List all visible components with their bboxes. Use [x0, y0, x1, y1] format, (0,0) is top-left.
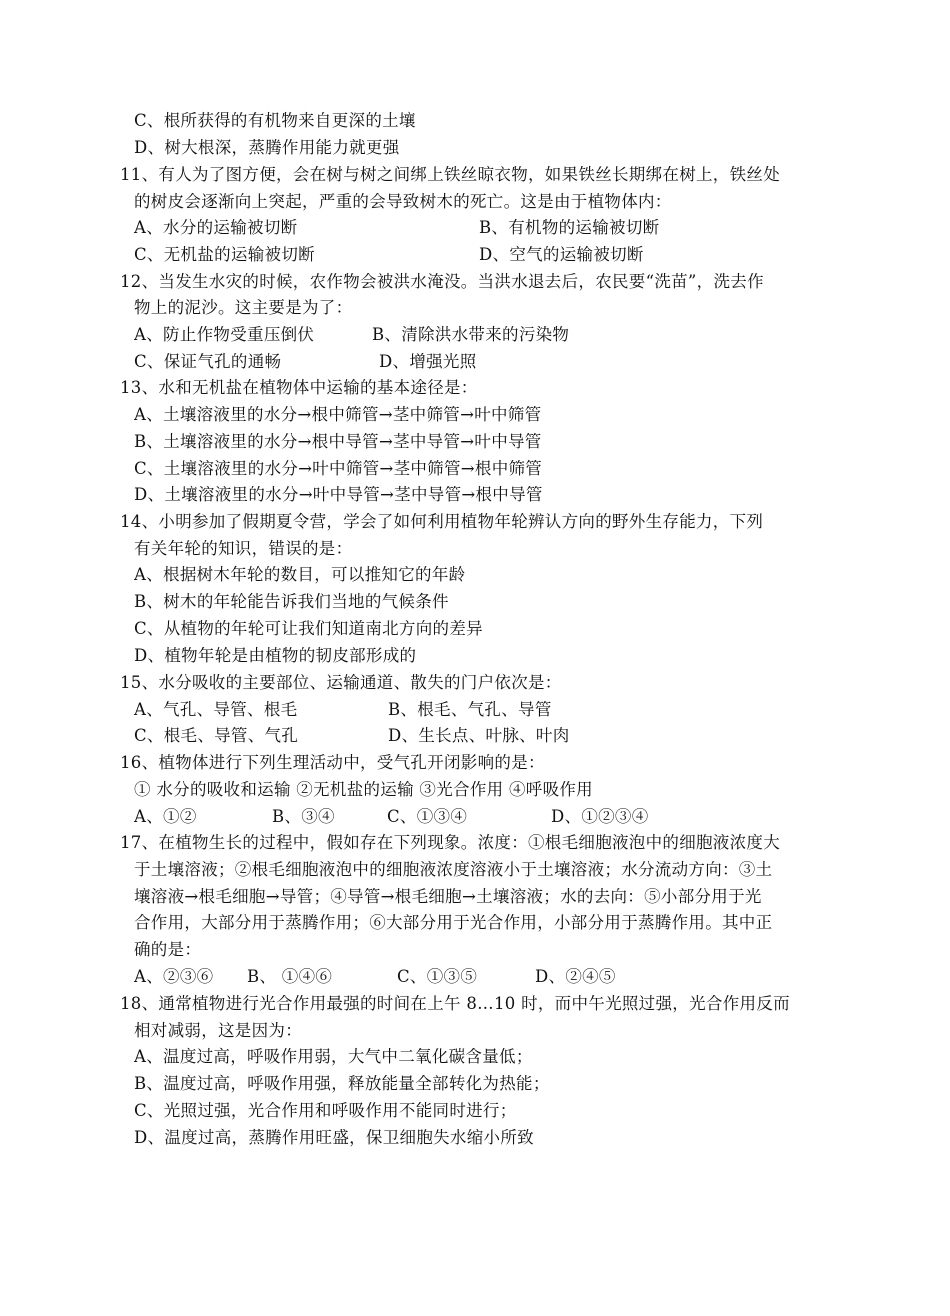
q13-option-a: A、土壤溶液里的水分→根中筛管→茎中筛管→叶中筛管	[134, 405, 542, 424]
q17-stem-line-2: 于土壤溶液；②根毛细胞液泡中的细胞液浓度溶液小于土壤溶液；水分流动方向：③土	[134, 860, 773, 879]
q14-stem-line-2: 有关年轮的知识，错误的是：	[134, 539, 353, 558]
q17-stem-line-1: 17、在植物生长的过程中，假如存在下列现象。浓度：①根毛细胞液泡中的细胞液浓度大	[120, 833, 780, 852]
q12-stem-line-1: 12、当发生水灾的时候，农作物会被洪水淹没。当洪水退去后，农民要“洗苗”，洗去作	[120, 272, 764, 291]
q17-stem-line-5: 确的是：	[134, 940, 202, 959]
q12-option-c: C、保证气孔的通畅	[134, 352, 282, 371]
q11-option-b: B、有机物的运输被切断	[479, 218, 660, 237]
q14-stem-line-1: 14、小明参加了假期夏令营，学会了如何利用植物年轮辨认方向的野外生存能力，下列	[120, 512, 764, 531]
q16-option-d: D、①②③④	[551, 807, 649, 826]
q11-stem-line-2: 的树皮会逐渐向上突起，严重的会导致树木的死亡。这是由于植物体内：	[134, 192, 672, 211]
q16-option-a: A、①②	[134, 807, 197, 826]
q15-option-d: D、生长点、叶脉、叶肉	[388, 726, 570, 745]
q17-option-d: D、②④⑤	[535, 967, 616, 986]
q15-option-b: B、根毛、气孔、导管	[388, 700, 552, 719]
q10-option-c: C、根所获得的有机物来自更深的土壤	[134, 111, 416, 130]
q17-option-b: B、 ①④⑥	[247, 967, 333, 986]
q11-option-a: A、水分的运输被切断	[134, 218, 298, 237]
q14-option-b: B、树木的年轮能告诉我们当地的气候条件	[134, 592, 449, 611]
q14-option-c: C、从植物的年轮可让我们知道南北方向的差异	[134, 619, 483, 638]
q18-option-c: C、光照过强，光合作用和呼吸作用不能同时进行；	[134, 1101, 517, 1120]
q13-option-d: D、土壤溶液里的水分→叶中导管→茎中导管→根中导管	[134, 485, 543, 504]
q14-option-d: D、植物年轮是由植物的韧皮部形成的	[134, 646, 417, 665]
q12-stem-line-2: 物上的泥沙。这主要是为了：	[134, 298, 353, 317]
q16-option-c: C、①③④	[387, 807, 468, 826]
q17-stem-line-4: 合作用，大部分用于蒸腾作用；⑥大部分用于光合作用，小部分用于蒸腾作用。其中正	[134, 913, 773, 932]
q14-option-a: A、根据树木年轮的数目，可以推知它的年龄	[134, 565, 466, 584]
q10-option-d: D、树大根深，蒸腾作用能力就更强	[134, 138, 400, 157]
q12-option-a: A、防止作物受重压倒伏	[134, 325, 315, 344]
q15-stem: 15、水分吸收的主要部位、运输通道、散失的门户依次是：	[120, 673, 562, 692]
q15-option-c: C、根毛、导管、气孔	[134, 726, 299, 745]
q16-items: ① 水分的吸收和运输 ②无机盐的运输 ③光合作用 ④呼吸作用	[134, 780, 593, 799]
q12-option-d: D、增强光照	[379, 352, 477, 371]
q17-option-c: C、①③⑤	[397, 967, 478, 986]
q18-stem-line-2: 相对减弱，这是因为：	[134, 1021, 302, 1040]
q11-stem-line-1: 11、有人为了图方便，会在树与树之间绑上铁丝晾衣物，如果铁丝长期绑在树上，铁丝处	[120, 165, 780, 184]
q16-stem: 16、植物体进行下列生理活动中，受气孔开闭影响的是：	[120, 753, 545, 772]
q15-option-a: A、气孔、导管、根毛	[134, 700, 298, 719]
q11-option-c: C、无机盐的运输被切断	[134, 245, 315, 264]
q13-option-c: C、土壤溶液里的水分→叶中筛管→茎中筛管→根中筛管	[134, 459, 543, 478]
q17-option-a: A、②③⑥	[134, 967, 214, 986]
q18-option-d: D、温度过高，蒸腾作用旺盛，保卫细胞失水缩小所致	[134, 1128, 534, 1147]
q11-option-d: D、空气的运输被切断	[479, 245, 644, 264]
q12-option-b: B、清除洪水带来的污染物	[372, 325, 570, 344]
q18-stem-line-1: 18、通常植物进行光合作用最强的时间在上午 8…10 时，而中午光照过强，光合作用反而	[120, 994, 790, 1013]
q18-option-b: B、温度过高，呼吸作用强，释放能量全部转化为热能；	[134, 1074, 550, 1093]
q16-option-b: B、③④	[272, 807, 335, 826]
q13-stem: 13、水和无机盐在植物体中运输的基本途径是：	[120, 378, 478, 397]
q18-option-a: A、温度过高，呼吸作用弱，大气中二氧化碳含量低；	[134, 1047, 533, 1066]
q13-option-b: B、土壤溶液里的水分→根中导管→茎中导管→叶中导管	[134, 432, 542, 451]
q17-stem-line-3: 壤溶液→根毛细胞→导管；④导管→根毛细胞→土壤溶液；水的去向：⑤小部分用于光	[134, 887, 762, 906]
